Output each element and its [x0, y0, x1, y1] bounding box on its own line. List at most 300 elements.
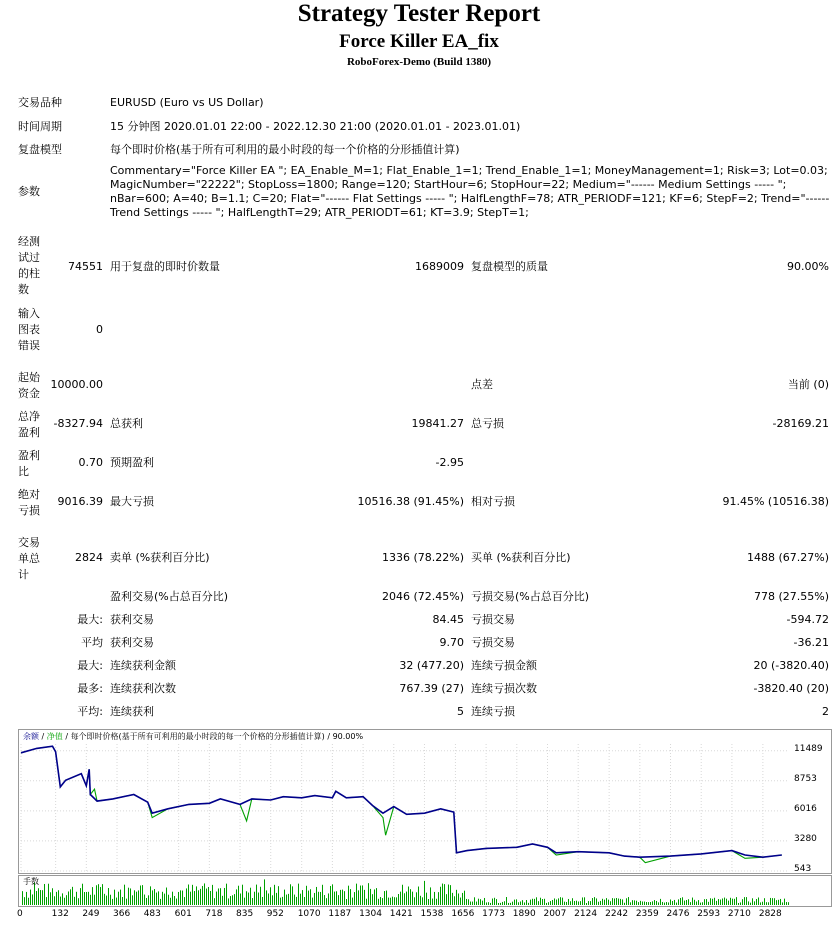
- lot-bar: [430, 887, 431, 905]
- maxdd-label: 最大亏损: [110, 495, 154, 508]
- lot-bar: [508, 903, 509, 905]
- lot-bar: [584, 897, 585, 905]
- avg-cons-win-label: 连续获利: [110, 705, 154, 718]
- x-tick-label: 952: [266, 909, 284, 919]
- lot-bar: [694, 900, 695, 905]
- lot-bar: [500, 903, 501, 905]
- lot-bar: [306, 886, 307, 905]
- lot-bar: [26, 892, 27, 905]
- x-tick-label: 2593: [697, 909, 721, 919]
- lot-bar: [740, 902, 741, 905]
- lot-bar: [770, 898, 771, 905]
- lot-bar: [60, 897, 61, 905]
- lot-bar: [556, 900, 557, 905]
- lot-bar: [640, 901, 641, 905]
- lot-bar: [284, 890, 285, 905]
- lot-bar: [252, 898, 253, 905]
- lot-bar: [262, 897, 263, 905]
- lot-bar: [422, 897, 423, 905]
- trades-value: 2824: [75, 551, 103, 564]
- lot-bar: [568, 899, 569, 905]
- lot-bar: [498, 903, 499, 905]
- x-tick-label: 835: [236, 909, 254, 919]
- lot-bar: [530, 900, 531, 905]
- x-tick-label: 2007: [543, 909, 567, 919]
- lot-bar: [82, 884, 83, 905]
- lot-bar: [712, 899, 713, 905]
- lot-bar: [462, 893, 463, 905]
- lot-bar: [582, 897, 583, 905]
- lot-bar: [98, 884, 99, 905]
- lot-bar: [448, 885, 449, 905]
- lot-bar: [446, 894, 447, 905]
- max1-label: 最大:: [77, 613, 103, 626]
- x-tick-label: 1538: [420, 909, 444, 919]
- lot-bar: [484, 898, 485, 905]
- lot-bar: [756, 899, 757, 905]
- lot-bar: [720, 900, 721, 905]
- lot-bar: [492, 899, 493, 905]
- lot-bar: [188, 884, 189, 905]
- grossprofit-value: 19841.27: [411, 417, 464, 430]
- lot-bar: [704, 899, 705, 905]
- largest-loss-label: 亏损交易: [471, 613, 515, 626]
- lot-bar: [482, 901, 483, 905]
- lot-bar: [738, 903, 739, 905]
- symbol-value: EURUSD (Euro vs US Dollar): [110, 96, 264, 109]
- lot-bar: [478, 899, 479, 905]
- lot-bar: [398, 894, 399, 905]
- lot-bar: [424, 881, 425, 905]
- lot-bar: [622, 899, 623, 905]
- lot-bar: [94, 895, 95, 905]
- lot-bar: [168, 895, 169, 905]
- x-tick-label: 1773: [482, 909, 505, 919]
- lot-bar: [532, 899, 533, 905]
- lot-bar: [514, 900, 515, 905]
- lot-bar: [642, 901, 643, 905]
- lot-bar: [596, 898, 597, 905]
- chart-title: [23, 732, 363, 742]
- lot-bar: [502, 902, 503, 905]
- x-tick-label: 2828: [758, 909, 782, 919]
- lot-bar: [688, 899, 689, 905]
- lots-chart: [18, 875, 832, 907]
- lot-bar: [672, 901, 673, 905]
- lot-bar: [230, 896, 231, 905]
- lot-bar: [570, 901, 571, 905]
- chart-title-rest: / 每个即时价格(基于所有可利用的最小时段的每一个价格的分形插值计算) / 90.00%: [62, 732, 364, 741]
- lot-bar: [122, 897, 123, 905]
- lot-bar: [426, 893, 427, 905]
- lot-bar: [608, 900, 609, 905]
- lot-bar: [90, 895, 91, 905]
- lot-bar: [726, 899, 727, 905]
- lot-bar: [336, 891, 337, 905]
- lot-bar: [546, 903, 547, 905]
- lot-bar: [644, 902, 645, 905]
- lot-bar: [236, 889, 237, 905]
- lot-bar: [476, 902, 477, 905]
- lot-bar: [488, 902, 489, 905]
- lot-bar: [506, 897, 507, 905]
- lot-bar: [324, 895, 325, 905]
- lot-bar: [598, 902, 599, 905]
- lot-bar: [164, 894, 165, 905]
- lot-bar: [40, 890, 41, 905]
- lot-bar: [84, 892, 85, 905]
- balance-chart-svg: [19, 730, 831, 873]
- lot-bar: [518, 902, 519, 905]
- lot-bar: [250, 888, 251, 905]
- lot-bar: [192, 885, 193, 905]
- lot-bar: [524, 902, 525, 905]
- lot-bar: [454, 896, 455, 905]
- lot-bar: [614, 898, 615, 905]
- lot-bar: [298, 884, 299, 905]
- lot-bar: [762, 902, 763, 905]
- lot-bar: [772, 898, 773, 905]
- lot-bar: [766, 902, 767, 905]
- lot-bar: [108, 888, 109, 905]
- lot-bar: [404, 893, 405, 905]
- lot-bar: [364, 890, 365, 905]
- lot-bar: [542, 899, 543, 905]
- lot-bar: [754, 901, 755, 905]
- lot-bar: [690, 902, 691, 905]
- lot-bar: [718, 899, 719, 905]
- lot-bar: [62, 893, 63, 905]
- lot-bar: [24, 897, 25, 905]
- lot-bar: [602, 899, 603, 905]
- lot-bar: [450, 885, 451, 905]
- lot-bar: [410, 889, 411, 905]
- lot-bar: [444, 884, 445, 905]
- lot-bar: [668, 902, 669, 905]
- lot-bar: [600, 901, 601, 905]
- lot-bar: [486, 902, 487, 905]
- lot-bar: [80, 888, 81, 905]
- lot-bar: [352, 898, 353, 905]
- lot-bar: [158, 891, 159, 905]
- lot-bar: [246, 891, 247, 905]
- lot-bar: [96, 885, 97, 905]
- lot-bar: [22, 891, 23, 905]
- lot-bar: [242, 885, 243, 905]
- lot-bar: [510, 903, 511, 905]
- lot-bar: [758, 897, 759, 905]
- lot-bar: [52, 888, 53, 905]
- lot-bar: [268, 893, 269, 905]
- lot-bar: [540, 898, 541, 905]
- lot-bar: [394, 897, 395, 905]
- lot-bar: [572, 898, 573, 905]
- lot-bar: [134, 890, 135, 905]
- lot-bar: [416, 892, 417, 905]
- y-tick-label: 8753: [794, 773, 817, 784]
- chart-title-sep: /: [39, 732, 47, 741]
- lot-bar: [442, 884, 443, 905]
- lot-bar: [254, 892, 255, 905]
- lot-bar: [730, 898, 731, 905]
- lot-bar: [286, 895, 287, 905]
- lot-bar: [226, 884, 227, 905]
- lot-bar: [466, 899, 467, 905]
- avg2-label: 平均:: [77, 705, 103, 718]
- lot-bar: [728, 901, 729, 905]
- x-tick-label: 1421: [389, 909, 413, 919]
- losstr-label: 亏损交易(%占总百分比): [471, 590, 590, 603]
- lot-bar: [326, 898, 327, 905]
- lot-bar: [748, 901, 749, 905]
- lot-bar: [660, 899, 661, 905]
- lot-bar: [564, 902, 565, 905]
- lot-bar: [656, 901, 657, 905]
- lot-bar: [612, 898, 613, 905]
- lot-bar: [54, 896, 55, 905]
- lot-bar: [428, 899, 429, 905]
- avg-profit-label: 获利交易: [110, 636, 154, 649]
- lot-bar: [232, 895, 233, 905]
- long-value: 1488 (67.27%): [746, 551, 829, 564]
- lot-bar: [46, 897, 47, 905]
- lot-bar: [126, 899, 127, 905]
- params-label: 参数: [18, 185, 40, 198]
- ticks-value: 1689009: [415, 260, 464, 273]
- lot-bar: [48, 884, 49, 905]
- lot-bar: [216, 892, 217, 905]
- lot-bar: [118, 892, 119, 905]
- lot-bar: [340, 890, 341, 905]
- lot-bar: [666, 902, 667, 905]
- y-tick-label: 3280: [794, 833, 817, 844]
- lot-bar: [102, 884, 103, 905]
- avg-cons-loss-label: 连续亏损: [471, 705, 515, 718]
- lot-bar: [620, 899, 621, 905]
- avg-loss-label: 亏损交易: [471, 636, 515, 649]
- lot-bar: [652, 901, 653, 905]
- lot-bar: [682, 897, 683, 905]
- lot-bar: [332, 884, 333, 905]
- lot-bar: [768, 902, 769, 905]
- lot-bar: [616, 898, 617, 905]
- lot-bar: [106, 896, 107, 905]
- lot-bar: [154, 889, 155, 905]
- lot-bar: [274, 885, 275, 905]
- deposit-label: 起始资金: [18, 371, 40, 400]
- lot-bar: [566, 902, 567, 905]
- lot-bar: [378, 899, 379, 905]
- lot-bar: [670, 899, 671, 905]
- lot-bar: [370, 889, 371, 905]
- lot-bar: [356, 884, 357, 905]
- lot-bar: [344, 891, 345, 905]
- lot-bar: [152, 890, 153, 905]
- lot-bar: [722, 898, 723, 905]
- lot-bar: [218, 888, 219, 905]
- lot-bar: [174, 896, 175, 905]
- lot-bar: [648, 902, 649, 905]
- lot-bar: [504, 901, 505, 905]
- lot-bar: [346, 899, 347, 905]
- lot-bar: [470, 902, 471, 905]
- lot-bar: [752, 898, 753, 905]
- absdd-value: 9016.39: [57, 495, 103, 508]
- lot-bar: [630, 902, 631, 905]
- lot-bar: [716, 901, 717, 905]
- y-tick-label: 6016: [794, 803, 817, 814]
- lot-bar: [774, 898, 775, 905]
- lot-bar: [212, 885, 213, 905]
- lot-bar: [496, 899, 497, 905]
- lot-bar: [160, 899, 161, 905]
- lot-bar: [260, 887, 261, 905]
- lot-bar: [434, 892, 435, 905]
- lot-bar: [662, 902, 663, 905]
- lot-bar: [44, 884, 45, 905]
- largest-profit-label: 获利交易: [110, 613, 154, 626]
- lot-bar: [64, 898, 65, 905]
- lot-bar: [386, 891, 387, 905]
- lot-bar: [560, 897, 561, 905]
- cons-loss-amt-label: 连续亏损金额: [471, 659, 537, 672]
- lot-bar: [692, 898, 693, 905]
- x-tick-label: 2242: [605, 909, 629, 919]
- lot-bar: [170, 898, 171, 905]
- lot-bar: [172, 892, 173, 905]
- x-tick-label: 366: [113, 909, 131, 919]
- x-tick-label: 483: [143, 909, 161, 919]
- lot-bar: [458, 893, 459, 905]
- lot-bar: [190, 892, 191, 905]
- lot-bar: [316, 887, 317, 905]
- params-value: Commentary="Force Killer EA "; EA_Enable_M=1; Flat_Enable_1=1; Trend_Enable_1=1; MoneyManagement=1; Risk=3; Lot=0.03; MagicNumber="22222"; StopLoss=1800; Range=120; StartHour=6; StopHour=22; Medium="------ Medium Settings ----- "; nBar=600; A=40; B=1.1; C=20; Flat="------ Flat Settings ----- "; HalfLengthF=78; ATR_PERIODF=121; KF=6; StepF=2; Trend="------ Trend Settings ----- "; HalfLengthT=29; ATR_PERIODT=61; KT=3.9; StepT=1;: [110, 164, 830, 219]
- lot-bar: [698, 900, 699, 905]
- period-value: 15 分钟图 2020.01.01 22:00 - 2022.12.30 21:00 (2020.01.01 - 2023.01.01): [110, 120, 521, 133]
- lot-bar: [626, 898, 627, 905]
- lot-bar: [140, 886, 141, 905]
- x-tick-label: 2359: [635, 909, 659, 919]
- lot-bar: [112, 899, 113, 905]
- avg1-label: 平均: [81, 636, 103, 649]
- x-tick-label: 1304: [359, 909, 382, 919]
- x-tick-label: 1890: [512, 909, 536, 919]
- quality-value: 90.00%: [787, 260, 829, 273]
- lot-bar: [468, 899, 469, 905]
- symbol-label: 交易品种: [18, 96, 62, 109]
- lot-bar: [746, 897, 747, 905]
- reldd-value: 91.45% (10516.38): [722, 495, 829, 508]
- lot-bar: [28, 898, 29, 905]
- lot-bar: [282, 897, 283, 905]
- losstr-value: 778 (27.55%): [753, 590, 829, 603]
- short-value: 1336 (78.22%): [381, 551, 464, 564]
- lot-bar: [138, 890, 139, 905]
- lot-bar: [30, 890, 31, 905]
- lot-bar: [334, 892, 335, 905]
- lot-bar: [318, 892, 319, 905]
- lot-bar: [406, 892, 407, 905]
- lot-bar: [222, 896, 223, 905]
- lot-bar: [58, 890, 59, 905]
- absdd-label: 绝对亏损: [18, 488, 40, 517]
- lot-bar: [142, 885, 143, 905]
- lot-bar: [732, 899, 733, 905]
- x-tick-label: 249: [82, 909, 100, 919]
- lot-bar: [204, 883, 205, 905]
- lot-bar: [590, 901, 591, 905]
- lot-bar: [536, 897, 537, 905]
- lot-bar: [784, 899, 785, 905]
- lot-bar: [706, 899, 707, 905]
- long-label: 买单 (%获利百分比): [471, 551, 571, 564]
- lot-bar: [782, 902, 783, 905]
- lot-bar: [742, 899, 743, 905]
- lot-bar: [272, 895, 273, 905]
- x-tick-label: 2124: [574, 909, 598, 919]
- lot-bar: [464, 891, 465, 905]
- payoff-value: -2.95: [435, 456, 464, 469]
- lot-bar: [38, 888, 39, 905]
- lot-bar: [588, 901, 589, 905]
- server-build: RoboForex-Demo (Build 1380): [346, 56, 491, 68]
- cons-win-cnt-value: 767.39 (27): [399, 682, 464, 695]
- lot-bar: [328, 893, 329, 905]
- lot-bar: [146, 898, 147, 905]
- cons-loss-cnt-value: -3820.40 (20): [753, 682, 829, 695]
- lot-bar: [186, 888, 187, 905]
- lot-bar: [136, 892, 137, 905]
- lot-bar: [224, 888, 225, 905]
- equity-line: [21, 746, 782, 863]
- lot-bar: [432, 899, 433, 905]
- lot-bar: [744, 897, 745, 905]
- x-tick-label: 2710: [727, 909, 751, 919]
- lots-chart-title: 手数: [23, 877, 39, 886]
- lot-bar: [550, 901, 551, 905]
- netprofit-value: -8327.94: [53, 417, 103, 430]
- lot-bar: [202, 886, 203, 905]
- lot-bar: [578, 902, 579, 905]
- lot-bar: [162, 892, 163, 905]
- lot-bar: [292, 886, 293, 905]
- lot-bar: [548, 902, 549, 905]
- lot-bar: [618, 899, 619, 905]
- lot-bar: [354, 892, 355, 905]
- lot-bar: [604, 900, 605, 905]
- lot-bar: [290, 884, 291, 905]
- report-title: Strategy Tester Report: [297, 0, 541, 27]
- lot-bar: [610, 901, 611, 905]
- lot-bar: [764, 898, 765, 905]
- lot-bar: [130, 888, 131, 905]
- lot-bar: [116, 898, 117, 905]
- profittr-value: 2046 (72.45%): [381, 590, 464, 603]
- lot-bar: [374, 889, 375, 905]
- lot-bar: [420, 896, 421, 905]
- lot-bar: [264, 879, 265, 905]
- lot-bar: [110, 895, 111, 905]
- lot-bar: [348, 886, 349, 905]
- lot-bar: [632, 900, 633, 905]
- lot-bar: [240, 893, 241, 905]
- x-tick-label: 132: [51, 909, 69, 919]
- lots-chart-svg: [19, 876, 831, 906]
- cons-win-amt-value: 32 (477.20): [399, 659, 464, 672]
- lot-bar: [156, 893, 157, 905]
- lot-bar: [88, 892, 89, 905]
- cons-loss-cnt-label: 连续亏损次数: [471, 682, 537, 695]
